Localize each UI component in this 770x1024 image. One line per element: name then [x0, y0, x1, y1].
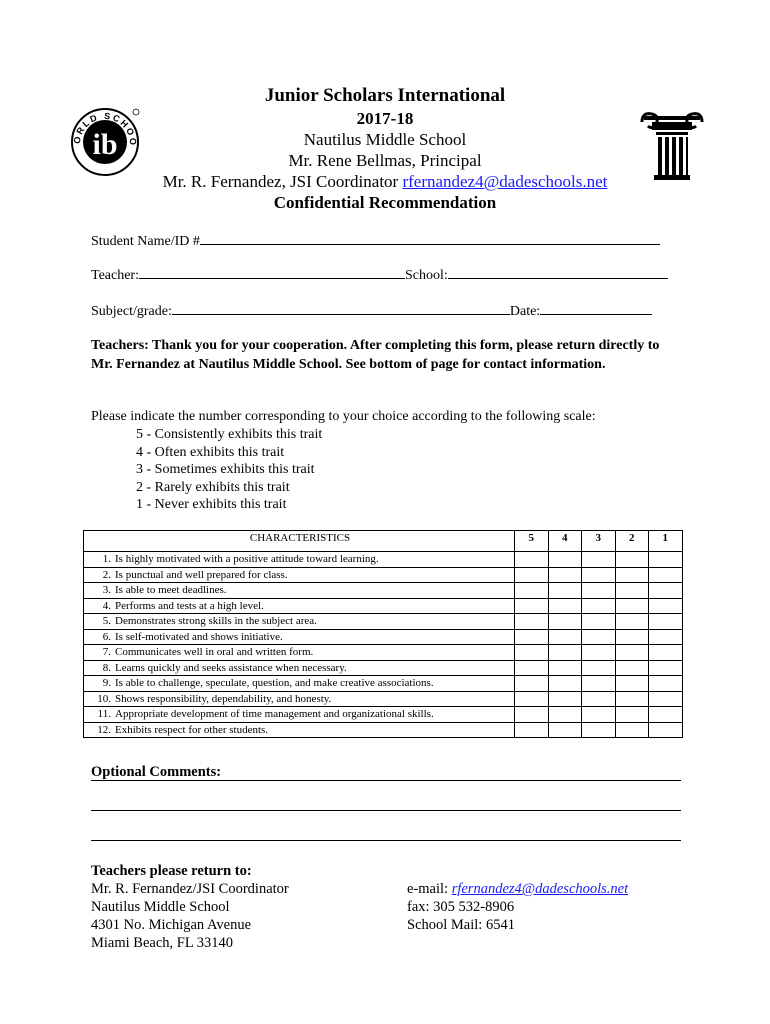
return-email-link[interactable]: rfernandez4@dadeschools.net — [451, 881, 629, 897]
student-input-line[interactable] — [200, 230, 660, 245]
rating-cell-1[interactable] — [649, 691, 683, 707]
table-row — [84, 614, 683, 630]
characteristic-cell — [84, 583, 515, 599]
characteristic-number: 7. — [102, 646, 111, 659]
school-name: Nautilus Middle School — [303, 130, 467, 149]
rating-cell-2[interactable] — [615, 691, 649, 707]
rating-cell-2[interactable] — [615, 660, 649, 676]
rating-cell-4[interactable] — [548, 676, 582, 692]
rating-cell-3[interactable] — [582, 614, 616, 630]
rating-cell-5[interactable] — [515, 722, 549, 738]
characteristic-cell — [84, 552, 515, 568]
return-heading: Teachers please return to: — [91, 863, 252, 879]
table-row — [84, 567, 683, 583]
table-row — [84, 645, 683, 661]
characteristic-cell — [84, 645, 515, 661]
date-label: Date: — [509, 304, 541, 319]
characteristic-text: Performs and tests at a high level. — [115, 599, 264, 612]
rating-cell-4[interactable] — [548, 691, 582, 707]
characteristics-table — [83, 530, 683, 738]
characteristic-text: Shows responsibility, dependability, and honesty. — [115, 692, 332, 705]
characteristic-text: Learns quickly and seeks assistance when necessary. — [115, 661, 347, 674]
rating-cell-3[interactable] — [582, 645, 616, 661]
rating-cell-3[interactable] — [582, 660, 616, 676]
document-type: Confidential Recommendation — [273, 193, 497, 212]
teacher-school-row — [91, 264, 668, 284]
scale-item-3: 3 - Sometimes exhibits this trait — [136, 462, 315, 477]
characteristic-number: 9. — [102, 677, 111, 690]
rating-cell-4[interactable] — [548, 583, 582, 599]
rating-header-3: 3 — [582, 531, 616, 552]
characteristic-cell — [84, 629, 515, 645]
fax-number: fax: 305 532-8906 — [407, 899, 515, 915]
characteristic-text: Is self-motivated and shows initiative. — [115, 630, 283, 643]
characteristic-number: 1. — [102, 553, 111, 566]
rating-cell-4[interactable] — [548, 614, 582, 630]
teacher-input-line[interactable] — [139, 264, 405, 279]
date-input-line[interactable] — [540, 300, 652, 315]
rating-cell-1[interactable] — [649, 583, 683, 599]
rating-cell-2[interactable] — [615, 583, 649, 599]
rating-cell-5[interactable] — [515, 614, 549, 630]
rating-cell-5[interactable] — [515, 645, 549, 661]
rating-cell-3[interactable] — [582, 722, 616, 738]
scale-intro: Please indicate the number corresponding to your choice according to the following scale: — [91, 409, 596, 424]
rating-cell-1[interactable] — [649, 722, 683, 738]
rating-cell-2[interactable] — [615, 598, 649, 614]
characteristic-number: 11. — [97, 708, 111, 721]
characteristic-cell — [84, 722, 515, 738]
characteristic-cell — [84, 598, 515, 614]
scale-item-1: 1 - Never exhibits this trait — [136, 497, 287, 512]
rating-cell-4[interactable] — [548, 645, 582, 661]
coordinator-name: Mr. R. Fernandez, JSI Coordinator — [162, 172, 403, 191]
rating-cell-4[interactable] — [548, 722, 582, 738]
rating-cell-3[interactable] — [582, 583, 616, 599]
rating-cell-4[interactable] — [548, 660, 582, 676]
rating-cell-1[interactable] — [649, 676, 683, 692]
rating-cell-1[interactable] — [649, 707, 683, 723]
school-input-line[interactable] — [448, 264, 668, 279]
characteristic-cell — [84, 707, 515, 723]
table-row — [84, 722, 683, 738]
ib-letters: ib — [92, 128, 118, 161]
rating-cell-4[interactable] — [548, 629, 582, 645]
characteristics-header: CHARACTERISTICS — [84, 531, 515, 552]
form-title: Junior Scholars International — [264, 85, 506, 106]
return-line: Miami Beach, FL 33140 — [91, 935, 234, 951]
rating-cell-1[interactable] — [649, 660, 683, 676]
rating-cell-2[interactable] — [615, 614, 649, 630]
characteristic-number: 2. — [102, 568, 111, 581]
coordinator-email-link[interactable]: rfernandez4@dadeschools.net — [402, 172, 608, 191]
rating-cell-3[interactable] — [582, 567, 616, 583]
rating-cell-1[interactable] — [649, 645, 683, 661]
scale-item-5: 5 - Consistently exhibits this trait — [136, 427, 323, 442]
scale-item-2: 2 - Rarely exhibits this trait — [136, 479, 290, 495]
characteristic-cell — [84, 614, 515, 630]
characteristic-number: 5. — [102, 615, 111, 628]
rating-cell-4[interactable] — [548, 552, 582, 568]
rating-cell-2[interactable] — [615, 707, 649, 723]
characteristic-text: Is able to challenge, speculate, question, and make creative associations. — [115, 677, 434, 690]
table-row — [84, 552, 683, 568]
rating-cell-4[interactable] — [548, 598, 582, 614]
rating-cell-1[interactable] — [649, 629, 683, 645]
scale-item-4: 4 - Often exhibits this trait — [136, 444, 285, 460]
table-row — [84, 629, 683, 645]
rating-header-2: 2 — [615, 531, 649, 552]
table-header-row — [84, 531, 683, 552]
rating-header-1: 1 — [649, 531, 683, 552]
rating-cell-2[interactable] — [615, 552, 649, 568]
rating-cell-2[interactable] — [615, 645, 649, 661]
student-field-row — [91, 230, 660, 250]
characteristic-number: 3. — [102, 584, 111, 597]
rating-cell-2[interactable] — [615, 567, 649, 583]
rating-cell-5[interactable] — [515, 629, 549, 645]
characteristic-text: Is highly motivated with a positive attitude toward learning. — [115, 553, 379, 566]
rating-cell-1[interactable] — [649, 567, 683, 583]
characteristic-number: 4. — [102, 599, 111, 612]
characteristic-number: 12. — [97, 723, 111, 736]
characteristic-text: Exhibits respect for other students. — [115, 723, 269, 736]
rating-cell-5[interactable] — [515, 567, 549, 583]
subject-date-row — [91, 300, 652, 320]
characteristic-number: 8. — [102, 661, 111, 674]
rating-cell-2[interactable] — [615, 676, 649, 692]
instructions: Teachers: Thank you for your cooperation. After completing this form, please return directly to Mr. Fernandez at Nautilus Middle School. See bottom of page for contact information. — [91, 338, 660, 372]
rating-cell-1[interactable] — [649, 552, 683, 568]
characteristic-number: 10. — [97, 692, 111, 705]
rating-cell-5[interactable] — [515, 552, 549, 568]
rating-cell-3[interactable] — [582, 691, 616, 707]
table-row — [84, 691, 683, 707]
teacher-label: Teacher: — [91, 268, 139, 283]
characteristic-cell — [84, 660, 515, 676]
return-address-block — [91, 862, 289, 952]
table-row — [84, 583, 683, 599]
rating-cell-3[interactable] — [582, 552, 616, 568]
table-row — [84, 676, 683, 692]
table-row — [84, 598, 683, 614]
rating-cell-2[interactable] — [615, 722, 649, 738]
rating-cell-3[interactable] — [582, 707, 616, 723]
school-mail: School Mail: 6541 — [407, 917, 515, 933]
rating-cell-5[interactable] — [515, 598, 549, 614]
rating-cell-4[interactable] — [548, 567, 582, 583]
characteristic-text: Communicates well in oral and written form. — [115, 646, 314, 659]
rating-cell-5[interactable] — [515, 583, 549, 599]
table-row — [84, 707, 683, 723]
scale-list — [136, 426, 322, 514]
school-year: 2017-18 — [356, 109, 414, 128]
rating-cell-3[interactable] — [582, 676, 616, 692]
comment-line-2[interactable] — [91, 810, 681, 811]
comment-line-3[interactable] — [91, 840, 681, 841]
rating-header-5: 5 — [515, 531, 549, 552]
rating-cell-3[interactable] — [582, 629, 616, 645]
student-label: Student Name/ID # — [91, 234, 200, 249]
rating-cell-3[interactable] — [582, 598, 616, 614]
coordinator-line — [120, 171, 650, 192]
rating-cell-5[interactable] — [515, 691, 549, 707]
comment-line-1[interactable] — [91, 780, 681, 781]
optional-comments-label: Optional Comments: — [91, 764, 222, 780]
contact-block — [407, 880, 628, 934]
characteristic-cell — [84, 676, 515, 692]
return-line: Nautilus Middle School — [91, 899, 230, 915]
characteristic-cell — [84, 567, 515, 583]
subject-label: Subject/grade: — [91, 304, 172, 319]
rating-cell-5[interactable] — [515, 676, 549, 692]
rating-cell-5[interactable] — [515, 660, 549, 676]
school-label: School: — [404, 268, 448, 283]
table-row — [84, 660, 683, 676]
rating-cell-2[interactable] — [615, 629, 649, 645]
subject-input-line[interactable] — [172, 300, 510, 315]
email-label: e-mail: — [407, 881, 452, 897]
rating-cell-1[interactable] — [649, 614, 683, 630]
return-line: Mr. R. Fernandez/JSI Coordinator — [91, 881, 289, 897]
rating-header-4: 4 — [548, 531, 582, 552]
ib-arc-text: ORLD SCHOO — [71, 110, 139, 148]
characteristic-text: Demonstrates strong skills in the subject area. — [115, 615, 317, 628]
rating-cell-1[interactable] — [649, 598, 683, 614]
return-line: 4301 No. Michigan Avenue — [91, 917, 252, 933]
principal-name: Mr. Rene Bellmas, Principal — [288, 151, 482, 170]
rating-cell-5[interactable] — [515, 707, 549, 723]
characteristic-text: Appropriate development of time management and organizational skills. — [115, 708, 434, 721]
characteristic-text: Is able to meet deadlines. — [115, 584, 227, 597]
characteristic-number: 6. — [102, 630, 111, 643]
email-row — [407, 880, 628, 898]
characteristic-text: Is punctual and well prepared for class. — [115, 568, 288, 581]
characteristic-cell — [84, 691, 515, 707]
rating-cell-4[interactable] — [548, 707, 582, 723]
